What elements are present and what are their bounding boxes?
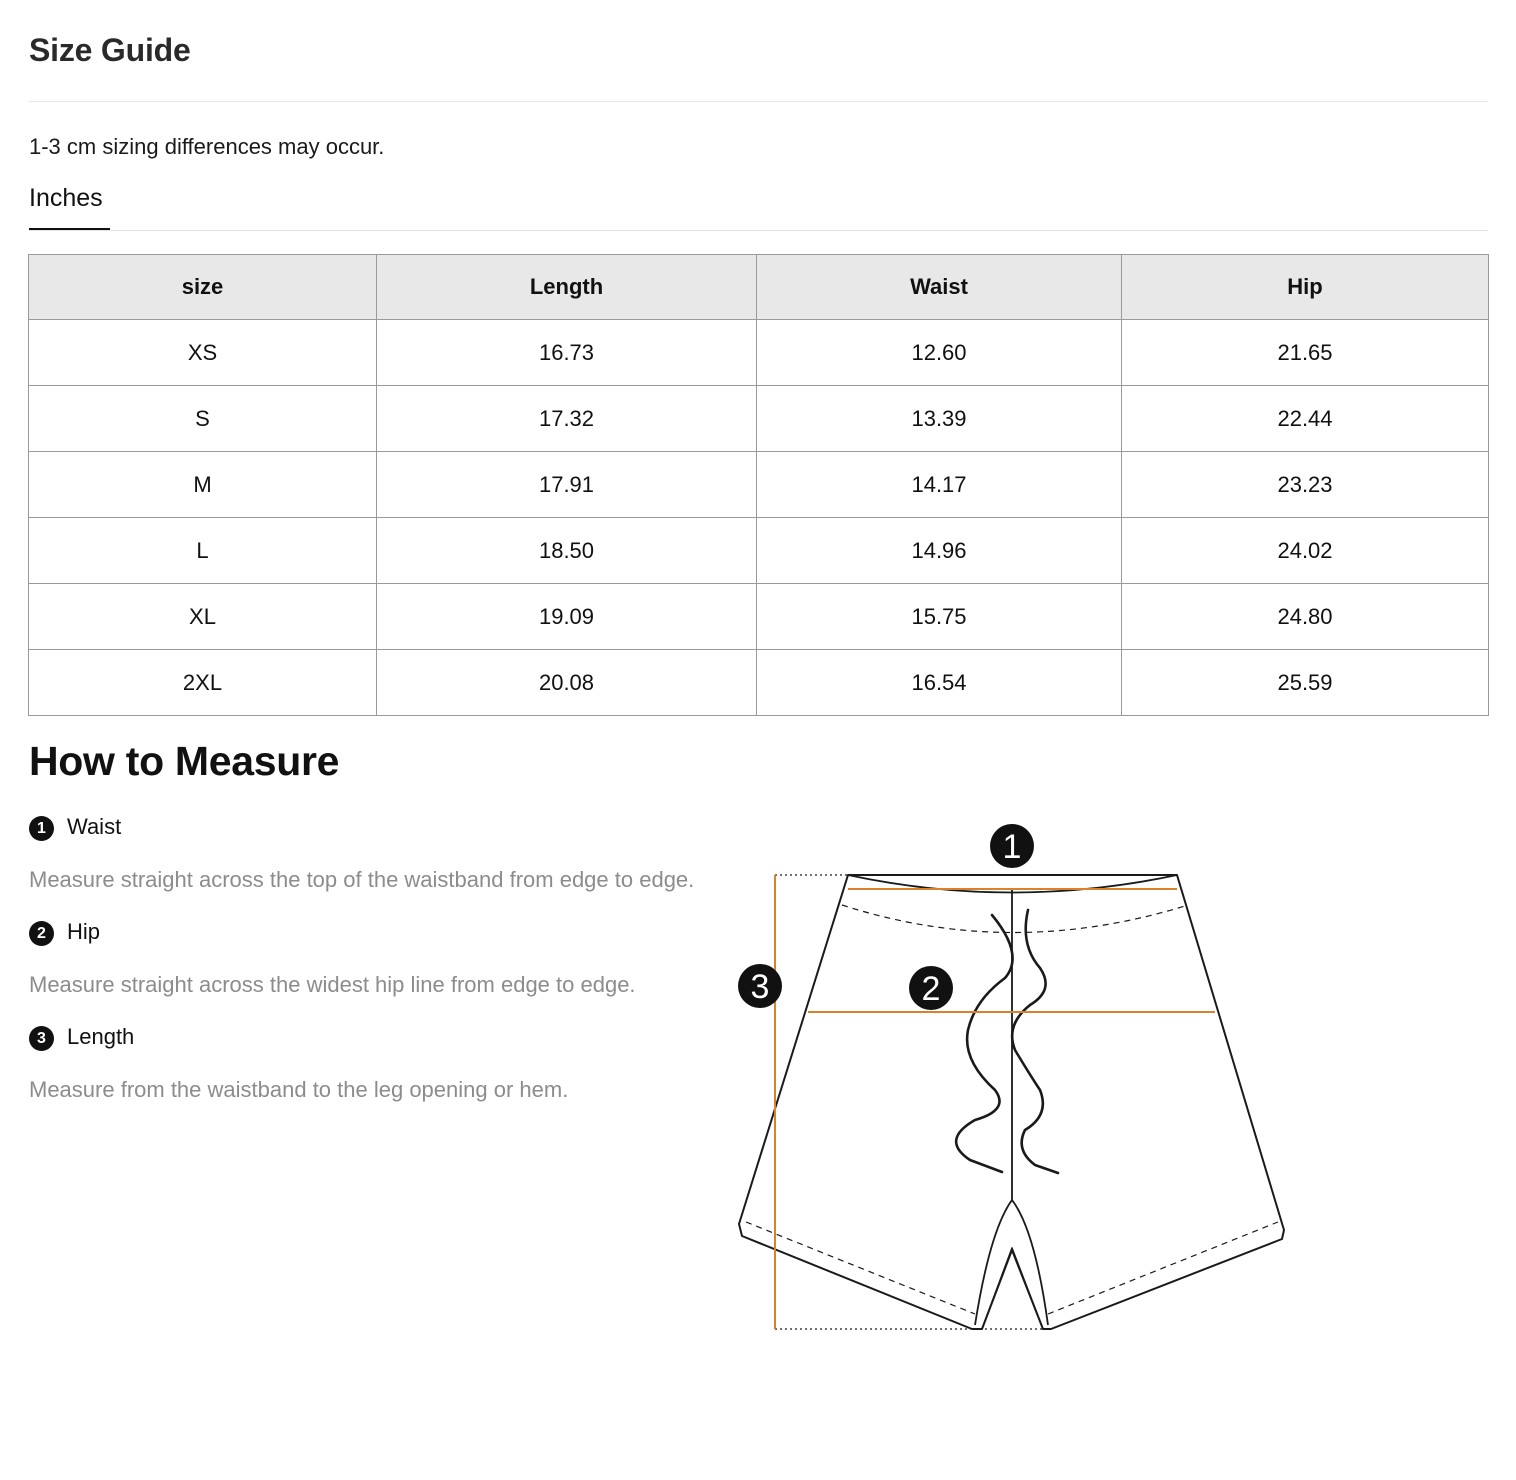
column-header-size: size <box>29 255 377 320</box>
size-cell: M <box>29 452 377 518</box>
table-row <box>29 386 1489 452</box>
length-cell: 19.09 <box>377 584 757 650</box>
measure-label-hip: Hip <box>67 919 101 944</box>
hip-cell: 21.65 <box>1122 320 1489 386</box>
waist-cell: 12.60 <box>757 320 1122 386</box>
marker-one <box>990 824 1034 868</box>
hip-cell: 25.59 <box>1122 650 1489 716</box>
left-drawstring <box>956 915 1012 1172</box>
table-row <box>29 452 1489 518</box>
inseam <box>975 1200 1048 1325</box>
sizing-note: 1-3 cm sizing differences may occur. <box>29 134 385 159</box>
right-drawstring <box>1012 910 1058 1173</box>
size-cell: S <box>29 386 377 452</box>
table-row <box>29 584 1489 650</box>
table-row <box>29 650 1489 716</box>
hip-cell: 24.02 <box>1122 518 1489 584</box>
length-cell: 18.50 <box>377 518 757 584</box>
header-divider <box>29 101 1488 102</box>
length-cell: 17.91 <box>377 452 757 518</box>
measure-desc-hip: Measure straight across the widest hip line from edge to edge. <box>29 972 636 997</box>
number-one-icon: 1 <box>29 816 54 841</box>
marker-one-label: 1 <box>1002 828 1022 866</box>
size-cell: L <box>29 518 377 584</box>
page-title: Size Guide <box>29 32 191 68</box>
measure-desc-waist: Measure straight across the top of the waistband from edge to edge. <box>29 867 695 892</box>
number-two-icon: 2 <box>29 921 54 946</box>
size-cell: 2XL <box>29 650 377 716</box>
measure-label-length: Length <box>67 1024 135 1049</box>
length-cell: 16.73 <box>377 320 757 386</box>
size-cell: XL <box>29 584 377 650</box>
length-cell: 17.32 <box>377 386 757 452</box>
right-hem-stitch <box>1048 1222 1278 1314</box>
number-three-icon: 3 <box>29 1026 54 1051</box>
marker-three-label: 3 <box>750 968 770 1006</box>
tab-inches[interactable]: Inches <box>29 184 103 212</box>
shorts-measurement-diagram <box>730 815 1300 1345</box>
left-hem-stitch <box>746 1222 975 1314</box>
waist-cell: 15.75 <box>757 584 1122 650</box>
hip-cell: 23.23 <box>1122 452 1489 518</box>
marker-two <box>909 966 953 1010</box>
measure-label-waist: Waist <box>67 814 122 839</box>
waistband-stitch <box>842 905 1188 933</box>
marker-three <box>738 964 782 1008</box>
column-header-waist: Waist <box>757 255 1122 320</box>
hip-cell: 24.80 <box>1122 584 1489 650</box>
tabs-divider <box>29 230 1488 231</box>
size-cell: XS <box>29 320 377 386</box>
how-to-measure-title: How to Measure <box>29 738 340 784</box>
waist-cell: 16.54 <box>757 650 1122 716</box>
waist-cell: 14.96 <box>757 518 1122 584</box>
waist-cell: 14.17 <box>757 452 1122 518</box>
column-header-hip: Hip <box>1122 255 1489 320</box>
table-header-row <box>29 255 1489 320</box>
crotch-gusset <box>982 1248 1043 1329</box>
waist-cell: 13.39 <box>757 386 1122 452</box>
table-row <box>29 320 1489 386</box>
table-row <box>29 518 1489 584</box>
measure-desc-length: Measure from the waistband to the leg opening or hem. <box>29 1077 569 1102</box>
marker-two-label: 2 <box>921 970 941 1008</box>
column-header-length: Length <box>377 255 757 320</box>
size-table <box>28 254 1489 716</box>
length-cell: 20.08 <box>377 650 757 716</box>
hip-cell: 22.44 <box>1122 386 1489 452</box>
